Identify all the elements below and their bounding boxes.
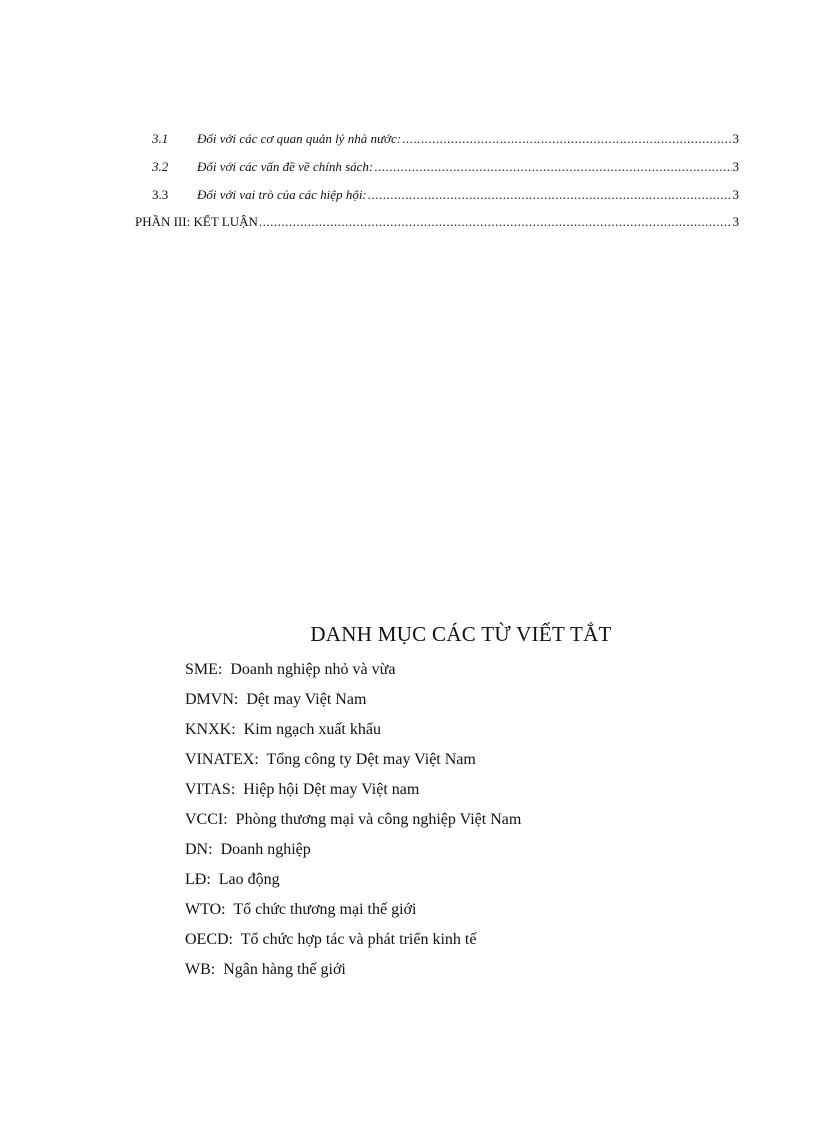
abbreviation-key: KNXK: [185,721,236,738]
abbreviation-value: Kim ngạch xuất khẩu [243,721,381,738]
toc-leader-dots [259,214,732,230]
toc-row-part-3[interactable] [135,214,739,232]
abbreviation-item [185,869,521,899]
abbreviations-title: DANH MỤC CÁC TỪ VIẾT TẮT [310,622,612,646]
abbreviation-item [185,779,521,809]
abbreviation-key: VITAS: [185,781,236,798]
toc-number: 3.2 [152,159,169,174]
toc-row-3-1[interactable] [152,131,739,149]
abbreviation-value: Dệt may Việt Nam [246,691,367,708]
toc-page-number: 3 [732,131,739,146]
toc-page-number: 3 [732,214,739,229]
abbreviation-item [185,839,521,869]
abbreviation-item [185,749,521,779]
toc-number: 3.1 [152,131,169,146]
toc-row-3-2[interactable] [152,159,739,177]
abbreviation-key: VINATEX: [185,751,259,768]
abbreviation-key: OECD: [185,931,233,948]
abbreviation-key: WTO: [185,901,226,918]
abbreviation-value: Doanh nghiệp [220,841,311,858]
abbreviation-value: Lao động [218,871,280,888]
abbreviation-item [185,959,521,989]
abbreviation-key: VCCI: [185,811,228,828]
abbreviation-value: Ngân hàng thế giới [223,961,346,978]
abbreviation-value: Phòng thương mại và công nghiệp Việt Nam [235,811,522,828]
abbreviation-item [185,659,521,689]
abbreviation-item [185,929,521,959]
abbreviation-item [185,689,521,719]
abbreviation-item [185,719,521,749]
toc-title: Đối với các cơ quan quản lý nhà nước: [197,131,402,146]
abbreviation-value: Hiệp hội Dệt may Việt nam [243,781,420,798]
toc-page-number: 3 [732,159,739,174]
abbreviation-value: Tổ chức hợp tác và phát triển kinh tế [240,931,477,948]
abbreviation-key: DMVN: [185,691,239,708]
abbreviation-item [185,809,521,839]
abbreviation-value: Doanh nghiệp nhỏ và vừa [230,661,396,678]
toc-leader-dots [402,131,731,147]
toc-title: Đối với các vấn đề về chính sách: [197,159,374,174]
toc-leader-dots [374,159,731,175]
abbreviation-key: LĐ: [185,871,211,888]
toc-number: 3.3 [152,187,169,202]
abbreviation-key: SME: [185,661,223,678]
toc-page-number: 3 [732,187,739,202]
toc-title: PHẦN III: KẾT LUẬN [135,214,258,229]
abbreviation-key: WB: [185,961,216,978]
abbreviation-key: DN: [185,841,213,858]
abbreviation-value: Tổ chức thương mại thế giới [233,901,417,918]
toc-title: Đối với vai trò của các hiệp hội: [197,187,367,202]
abbreviation-value: Tổng công ty Dệt may Việt Nam [266,751,476,768]
abbreviation-item [185,899,521,929]
toc-row-3-3[interactable] [152,187,739,205]
abbreviations-list [185,659,521,989]
toc-leader-dots [368,187,732,203]
